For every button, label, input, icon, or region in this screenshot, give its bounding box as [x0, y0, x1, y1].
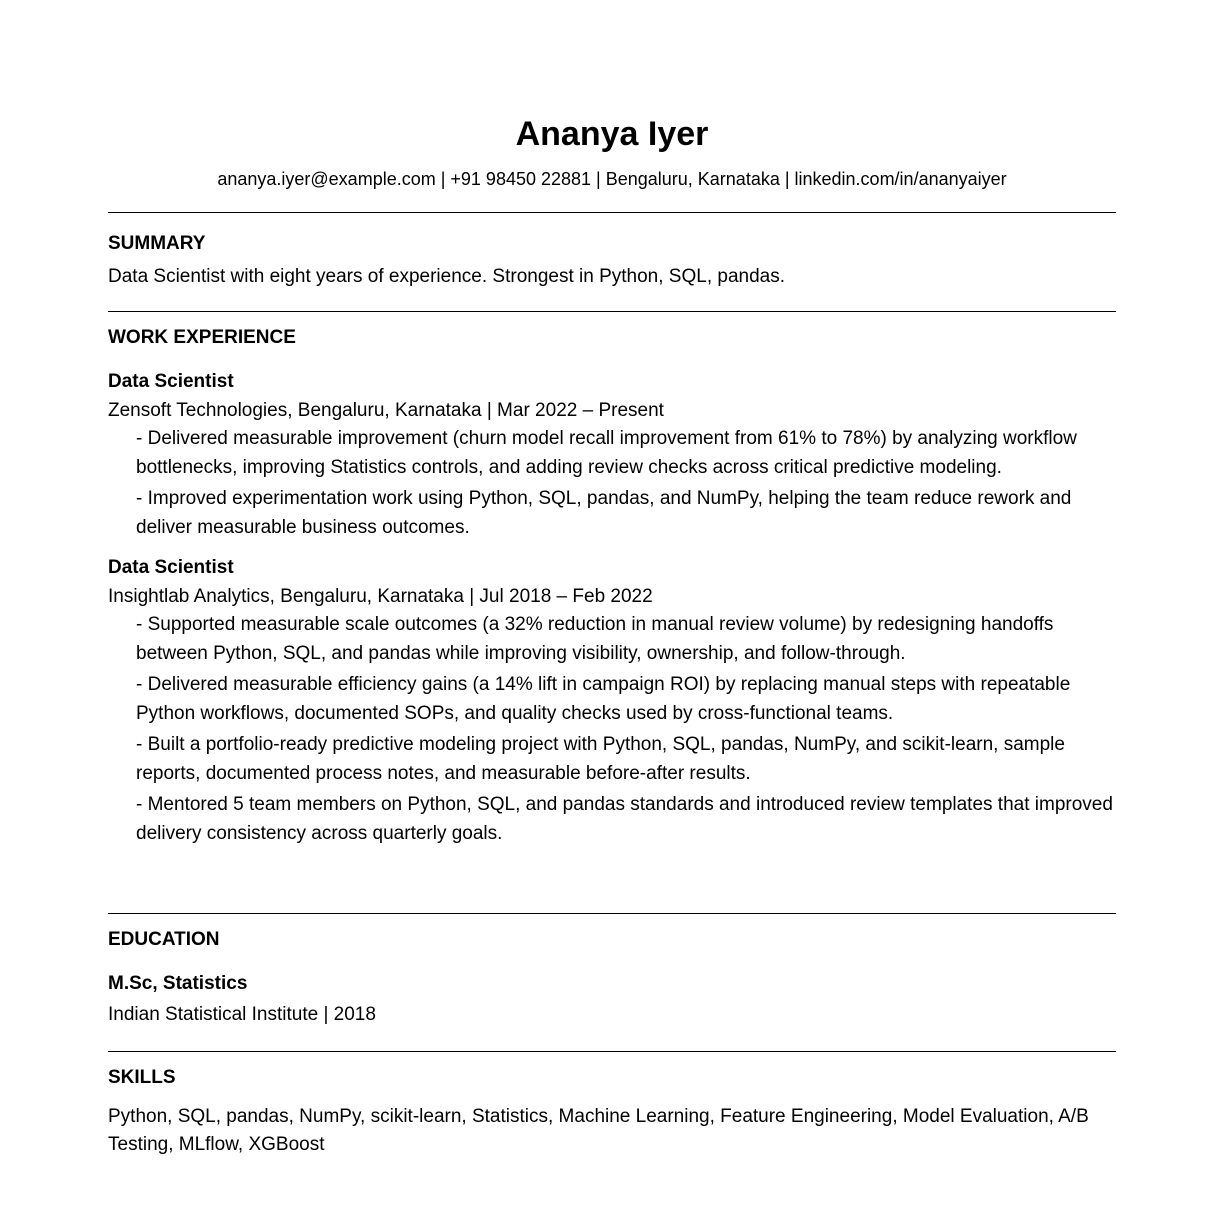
- section-divider: [108, 1051, 1116, 1052]
- list-item: - Delivered measurable improvement (churn model recall improvement from 61% to 78%) by analyzing workflow bottlenecks, improving Statistics controls, and adding review checks across critical predictive modeling.: [136, 428, 1077, 478]
- job-bullets: [108, 611, 1118, 848]
- skills-list: Python, SQL, pandas, NumPy, scikit-learn, Statistics, Machine Learning, Feature Engineering, Model Evaluation, A/B Testing, MLflow, XGBoost: [108, 1106, 1089, 1155]
- education-heading: EDUCATION: [108, 929, 220, 950]
- degree-title: M.Sc, Statistics: [108, 973, 248, 994]
- job-title: Data Scientist: [108, 371, 234, 392]
- education-section: [108, 927, 1118, 1029]
- list-item: - Improved experimentation work using Python, SQL, pandas, and NumPy, helping the team reduce rework and deliver measurable business outcomes.: [136, 488, 1072, 538]
- list-item: - Delivered measurable efficiency gains (a 14% lift in campaign ROI) by replacing manual steps with repeatable Python workflows, documented SOPs, and quality checks used by cross-functional teams.: [136, 674, 1071, 724]
- job-entry: [108, 555, 1118, 848]
- job-company-dates: Zensoft Technologies, Bengaluru, Karnataka | Mar 2022 – Present: [108, 400, 664, 421]
- skills-section: [108, 1065, 1118, 1159]
- section-divider: [108, 913, 1116, 914]
- list-item: - Supported measurable scale outcomes (a 32% reduction in manual review volume) by redesigning handoffs between Python, SQL, and pandas while improving visibility, ownership, and follow-through.: [136, 614, 1054, 664]
- summary-heading: SUMMARY: [108, 233, 206, 254]
- job-company-dates: Insightlab Analytics, Bengaluru, Karnataka | Jul 2018 – Feb 2022: [108, 586, 653, 607]
- section-divider: [108, 311, 1116, 312]
- summary-text: Data Scientist with eight years of experience. Strongest in Python, SQL, pandas.: [108, 266, 785, 287]
- skills-heading: SKILLS: [108, 1067, 176, 1088]
- list-item: - Mentored 5 team members on Python, SQL, and pandas standards and introduced review templates that improved delivery consistency across quarterly goals.: [136, 794, 1113, 844]
- job-title: Data Scientist: [108, 557, 234, 578]
- candidate-name: Ananya Iyer: [515, 115, 709, 153]
- list-item: - Built a portfolio-ready predictive modeling project with Python, SQL, pandas, NumPy, and scikit-learn, sample reports, documented process notes, and measurable before-after results.: [136, 734, 1065, 784]
- job-bullets: [108, 425, 1118, 542]
- work-experience-section: [108, 325, 1118, 851]
- institution-line: Indian Statistical Institute | 2018: [108, 1004, 376, 1025]
- job-entry: [108, 369, 1118, 542]
- contact-line: ananya.iyer@example.com | +91 98450 22881 | Bengaluru, Karnataka | linkedin.com/in/ananyaiyer: [217, 169, 1007, 189]
- section-divider: [108, 212, 1116, 213]
- summary-section: [108, 231, 1118, 291]
- work-experience-heading: WORK EXPERIENCE: [108, 327, 296, 348]
